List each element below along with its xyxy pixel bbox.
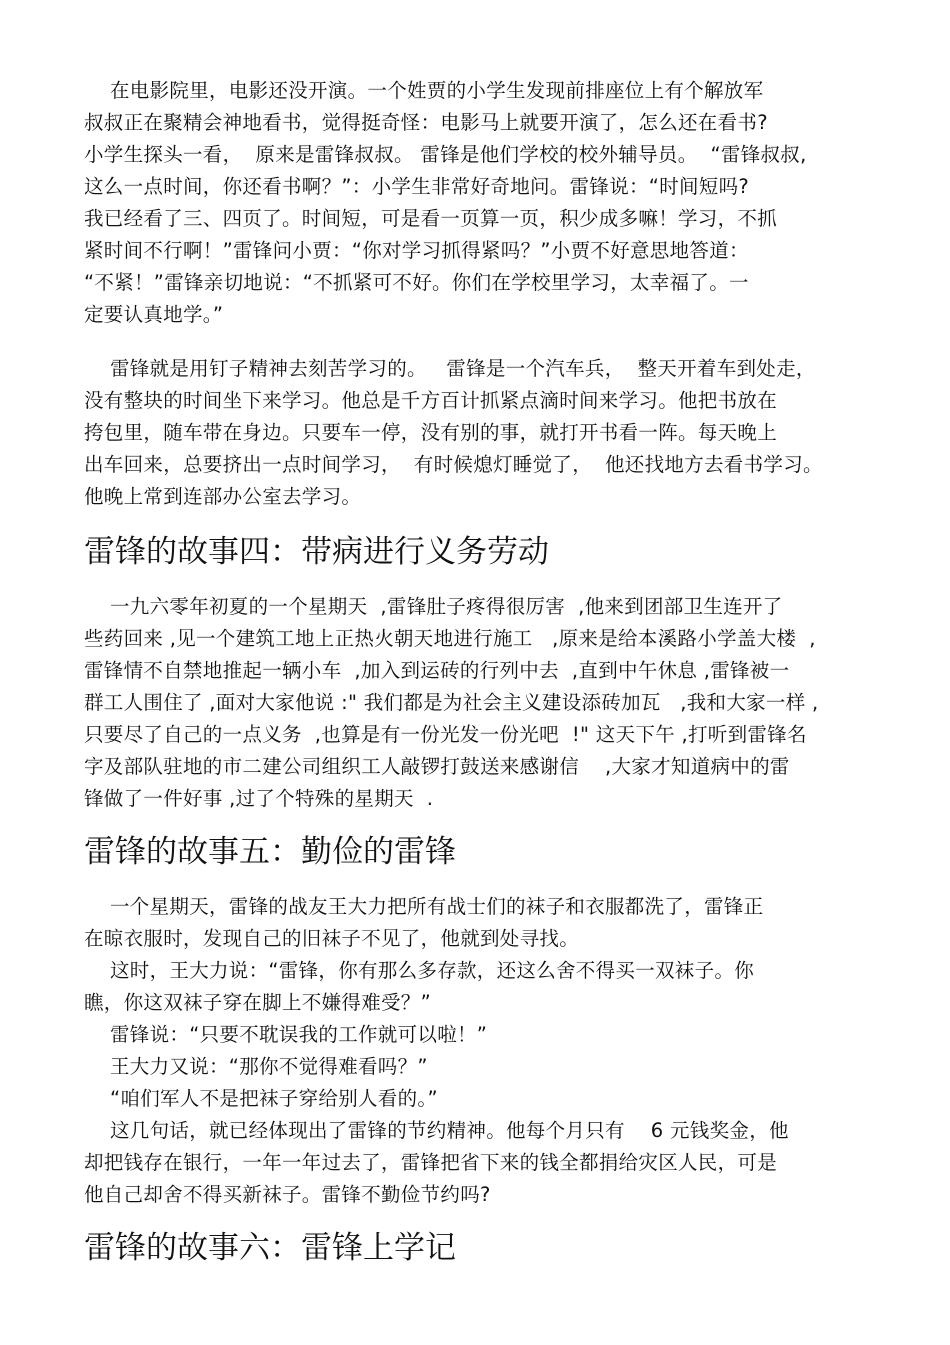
text-line: 我已经看了三、四页了。时间短，可是看一页算一页，积少成多嘛！学习，不抓: [84, 207, 778, 230]
text-line: 锋做了一件好事 ,过了个特殊的星期天 .: [84, 787, 434, 810]
text-line: 只要尽了自己的一点义务 ,也算是有一份光发一份光吧 !" 这天下午 ,打听到雷锋名: [84, 723, 807, 746]
text-line: 字及部队驻地的市二建公司组织工人敲锣打鼓送来感谢信 ,大家才知道病中的雷: [84, 755, 790, 778]
section-heading: 雷锋的故事六：雷锋上学记: [84, 1230, 456, 1266]
text-line: 在电影院里，电影还没开演。一个姓贾的小学生发现前排座位上有个解放军: [84, 79, 764, 102]
text-line: 没有整块的时间坐下来学习。他总是千方百计抓紧点滴时间来学习。他把书放在: [84, 389, 778, 412]
text-line: 瞧，你这双袜子穿在脚上不嫌得难受？”: [84, 991, 432, 1014]
text-line: 些药回来 ,见一个建筑工地上正热火朝天地进行施工 ,原来是给本溪路小学盖大楼 ,: [84, 627, 816, 650]
text-line: 叔叔正在聚精会神地看书，觉得挺奇怪：电影马上就要开演了，怎么还在看书?: [84, 111, 768, 134]
text-line: “咱们军人不是把袜子穿给别人看的。”: [84, 1087, 438, 1110]
text-line: “不紧！”雷锋亲切地说：“不抓紧可不好。你们在学校里学习，太幸福了。一: [84, 271, 749, 294]
text-line: 这么一点时间，你还看书啊？”：小学生非常好奇地问。雷锋说：“时间短吗?: [84, 175, 750, 198]
text-line: 王大力又说：“那你不觉得难看吗？”: [84, 1055, 428, 1078]
text-line: 一个星期天，雷锋的战友王大力把所有战士们的袜子和衣服都洗了，雷锋正: [84, 895, 764, 918]
text-line: 这几句话，就已经体现出了雷锋的节约精神。他每个月只有 6 元钱奖金，他: [84, 1119, 789, 1142]
text-line: 雷锋就是用钉子精神去刻苦学习的。 雷锋是一个汽车兵， 整天开着车到处走，: [84, 357, 816, 380]
text-line: 这时，王大力说：“雷锋，你有那么多存款，还这么舍不得买一双袜子。你: [84, 959, 754, 982]
text-line: 他晚上常到连部办公室去学习。: [84, 485, 362, 508]
text-line: 小学生探头一看， 原来是雷锋叔叔。 雷锋是他们学校的校外辅导员。 “雷锋叔叔,: [84, 143, 807, 166]
text-line: 他自己却舍不得买新袜子。雷锋不勤俭节约吗?: [84, 1183, 491, 1206]
text-line: 群工人围住了 ,面对大家他说 :" 我们都是为社会主义建设添砖加瓦 ,我和大家一样 ,: [84, 691, 819, 714]
text-line: 出车回来，总要挤出一点时间学习， 有时候熄灯睡觉了， 他还找地方去看书学习。: [84, 453, 823, 476]
text-line: 在晾衣服时，发现自己的旧袜子不见了，他就到处寻找。: [84, 927, 580, 950]
text-line: 雷锋情不自禁地推起一辆小车 ,加入到运砖的行列中去 ,直到中午休息 ,雷锋被一: [84, 659, 790, 682]
text-line: 雷锋说：“只要不耽误我的工作就可以啦！”: [84, 1023, 488, 1046]
section-heading: 雷锋的故事五：勤俭的雷锋: [84, 834, 456, 870]
text-line: 定要认真地学。”: [84, 303, 224, 326]
text-line: 一九六零年初夏的一个星期天 ,雷锋肚子疼得很厉害 ,他来到团部卫生连开了: [84, 595, 783, 618]
section-heading: 雷锋的故事四：带病进行义务劳动: [84, 534, 549, 570]
text-line: 挎包里，随车带在身边。只要车一停，没有别的事，就打开书看一阵。每天晚上: [84, 421, 778, 444]
text-line: 却把钱存在银行，一年一年过去了，雷锋把省下来的钱全都捐给灾区人民，可是: [84, 1151, 778, 1174]
text-line: 紧时间不行啊！”雷锋问小贾：“你对学习抓得紧吗？”小贾不好意思地答道：: [84, 239, 749, 262]
